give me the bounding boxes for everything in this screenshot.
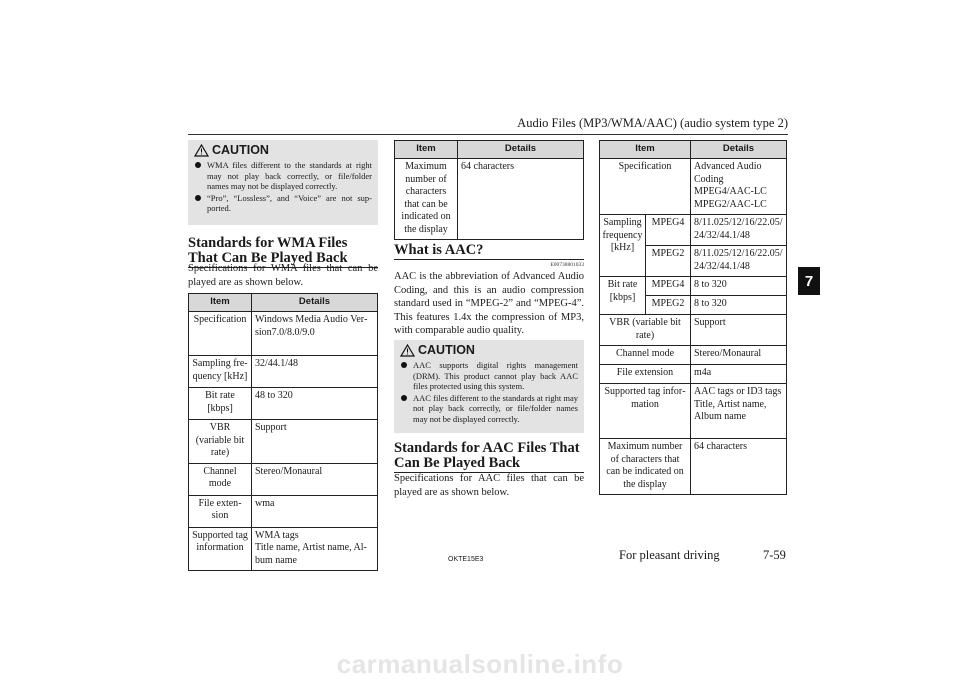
table-row xyxy=(600,365,787,384)
subitem-cell: MPEG2 xyxy=(646,296,691,315)
details-cell: 8 to 320 xyxy=(691,277,787,296)
details-cell: wma xyxy=(252,495,378,527)
column-header: Details xyxy=(691,141,787,159)
page-number: 7-59 xyxy=(763,548,786,562)
details-cell: 64 characters xyxy=(691,439,787,495)
wma-standards-heading: Standards for WMA Files That Can Be Played Back xyxy=(188,236,378,268)
item-cell: Bit rate [kbps] xyxy=(189,388,252,420)
wma-spec-table xyxy=(188,293,378,571)
bullet-icon xyxy=(401,395,407,401)
details-cell: AAC tags or ID3 tags Title, Artist name, Album name xyxy=(691,384,787,439)
table-header-row xyxy=(189,294,378,312)
aac-caution-box xyxy=(394,340,584,433)
page-header-title: Audio Files (MP3/WMA/AAC) (audio system type 2) xyxy=(517,116,788,130)
wma-caution-box xyxy=(188,140,378,225)
caution-title: CAUTION xyxy=(418,343,475,358)
table-row xyxy=(189,312,378,356)
column-header: Details xyxy=(458,141,584,159)
table-row xyxy=(600,384,787,439)
item-cell: Maximum number of characters that can be indicated on the display xyxy=(395,159,458,240)
table-row xyxy=(189,463,378,495)
section-code: E00738801033 xyxy=(550,262,584,268)
item-cell: Supported tag information xyxy=(600,384,691,439)
item-cell: VBR (variable bit rate) xyxy=(600,315,691,346)
table-row xyxy=(600,346,787,365)
item-cell: Bit rate [kbps] xyxy=(600,277,646,315)
aac-description: AAC is the abbreviation of Advanced Audio Coding, and this is an audio compression standard used in “MPEG-2” and “MPEG-4”. This features 1.4x the compression of MP3, with comparable audio quality. xyxy=(394,271,584,336)
table-row xyxy=(189,495,378,527)
column-header: Item xyxy=(189,294,252,312)
caution-heading xyxy=(400,344,578,357)
aac-intro-text: Specifications for AAC files that can be played are as shown below. xyxy=(394,473,584,498)
bullet-icon xyxy=(195,162,201,168)
details-cell: Support xyxy=(252,420,378,464)
item-cell: File extension xyxy=(600,365,691,384)
details-cell: m4a xyxy=(691,365,787,384)
column-header: Item xyxy=(395,141,458,159)
table-row xyxy=(189,420,378,464)
details-cell: 8/11.025/12/16/22.05/24/32/44.1/48 xyxy=(691,246,787,277)
item-cell: VBR (variable bit rate) xyxy=(189,420,252,464)
details-cell: Stereo/Monaural xyxy=(691,346,787,365)
caution-heading xyxy=(194,144,372,157)
details-cell: Stereo/Monaural xyxy=(252,463,378,495)
details-cell: 8 to 320 xyxy=(691,296,787,315)
warning-triangle-icon xyxy=(400,344,415,357)
aac-standards-heading: Standards for AAC Files That Can Be Played Back xyxy=(394,441,584,473)
subitem-cell: MPEG2 xyxy=(646,246,691,277)
table-header-row xyxy=(600,141,787,159)
table-row xyxy=(600,315,787,346)
bullet-icon xyxy=(195,195,201,201)
aac-spec-table xyxy=(599,140,787,495)
wma-spec-table-continued xyxy=(394,140,584,240)
details-cell: WMA tags Title name, Artist name, Album name xyxy=(252,527,378,571)
table-row xyxy=(600,439,787,495)
table-row xyxy=(189,388,378,420)
warning-triangle-icon xyxy=(194,144,209,157)
caution-item: WMA files different to the standards at right may not play back correctly, or file/folder names may not be displayed correctly. xyxy=(194,160,372,192)
details-cell: 64 characters xyxy=(458,159,584,240)
details-cell: Advanced Audio Coding MPEG4/AAC-LC MPEG2/AAC-LC xyxy=(691,159,787,215)
caution-item: AAC files different to the standards at right may not play back correctly, or file/folder names may not be displayed correctly. xyxy=(400,393,578,425)
details-cell: Windows Media Audio Version7.0/8.0/9.0 xyxy=(252,312,378,356)
item-cell: Sampling frequency [kHz] xyxy=(600,215,646,277)
details-cell: 32/44.1/48 xyxy=(252,356,378,388)
watermark: carmanualsonline.info xyxy=(336,649,624,679)
table-row xyxy=(189,527,378,571)
table-row xyxy=(600,159,787,215)
chapter-tab: 7 xyxy=(798,267,820,295)
item-cell: Maximum number of characters that can be indicated on the display xyxy=(600,439,691,495)
item-cell: Channel mode xyxy=(189,463,252,495)
subitem-cell: MPEG4 xyxy=(646,215,691,246)
item-cell: Specification xyxy=(189,312,252,356)
wma-intro-text: Specifications for WMA files that can be played are as shown below. xyxy=(188,263,378,288)
column-header: Details xyxy=(252,294,378,312)
item-cell: Sampling frequency [kHz] xyxy=(189,356,252,388)
details-cell: 48 to 320 xyxy=(252,388,378,420)
details-cell: 8/11.025/12/16/22.05/24/32/44.1/48 xyxy=(691,215,787,246)
item-cell: Specification xyxy=(600,159,691,215)
column-header: Item xyxy=(600,141,691,159)
item-cell: File extension xyxy=(189,495,252,527)
subitem-cell: MPEG4 xyxy=(646,277,691,296)
table-header-row xyxy=(395,141,584,159)
bullet-icon xyxy=(401,362,407,368)
table-row xyxy=(600,277,787,296)
document-code: OKTE15E3 xyxy=(448,556,484,563)
header-divider xyxy=(188,134,788,135)
what-is-aac-heading: What is AAC? xyxy=(394,243,584,260)
caution-item: “Pro”, “Lossless”, and “Voice” are not supported. xyxy=(194,193,372,214)
item-cell: Channel mode xyxy=(600,346,691,365)
table-row xyxy=(600,215,787,246)
table-row xyxy=(189,356,378,388)
item-cell: Supported tag information xyxy=(189,527,252,571)
chapter-name: For pleasant driving xyxy=(619,548,720,562)
caution-item: AAC supports digital rights management (DRM). This product cannot play back AAC files protected using this system. xyxy=(400,360,578,392)
caution-title: CAUTION xyxy=(212,143,269,158)
details-cell: Support xyxy=(691,315,787,346)
table-row xyxy=(395,159,584,240)
